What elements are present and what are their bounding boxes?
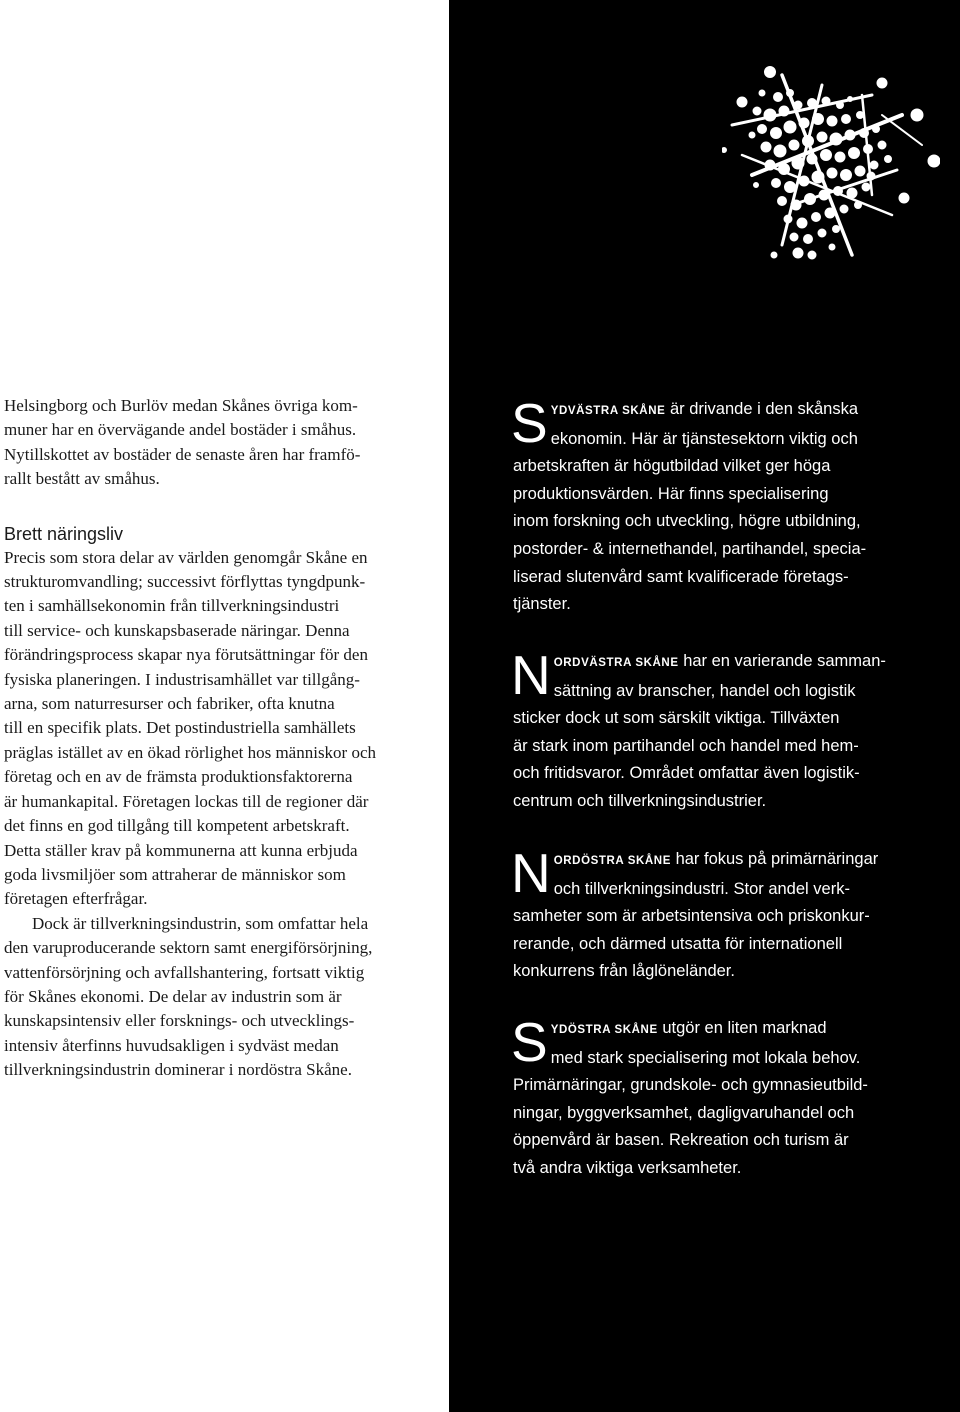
text-line: präglas istället av en ökad rörlighet hos människor och xyxy=(4,742,377,762)
text-line: två andra viktiga verksamheter. xyxy=(513,1158,742,1177)
text-line: ekonomin. Här är tjänstesektorn viktig och xyxy=(550,429,858,448)
region-sydvastra-skane xyxy=(511,392,943,619)
text-line: sticker dock ut som särskilt viktiga. Tillväxten xyxy=(513,709,840,728)
text-line: fysiska planeringen. I industrisamhället var tillgång- xyxy=(4,669,360,689)
text-line: Helsingborg och Burlöv medan Skånes övriga kom- xyxy=(4,396,358,415)
text-line: arbetskraften är högutbildad vilket ger höga xyxy=(513,457,831,476)
text-line: företagen efterfrågar. xyxy=(4,889,148,909)
body-paragraph xyxy=(4,912,422,1083)
region-body xyxy=(513,903,943,986)
text-line: öppenvård är basen. Rekreation och turism är xyxy=(513,1131,849,1150)
text-line: och tillverkningsindustri. Stor andel verk- xyxy=(553,879,850,898)
text-line: rerande, och därmed utsatta för internationell xyxy=(513,934,843,953)
text-line: centrum och tillverkningsindustrier. xyxy=(513,791,767,810)
body-paragraph xyxy=(4,546,422,912)
drop-cap: S xyxy=(511,1011,548,1073)
text-fragment: har en varierande samman- xyxy=(683,652,886,670)
intro-paragraph xyxy=(4,394,422,492)
text-line: är humankapital. Företagen lockas till de regioner där xyxy=(4,791,369,811)
region-nordvastra-skane xyxy=(511,644,943,816)
region-name: ORDÖSTRA SKÅNE xyxy=(553,855,671,867)
text-line xyxy=(513,846,943,876)
text-line: det finns en god tillgång till kompetent arbetskraft. xyxy=(4,816,350,836)
text-line: intensiv återfinns huvudsakligen i sydväst medan xyxy=(4,1035,339,1055)
region-body xyxy=(513,453,943,619)
skane-dots-map-icon xyxy=(722,55,940,273)
drop-cap: N xyxy=(511,842,551,904)
region-name: ORDVÄSTRA SKÅNE xyxy=(553,657,679,669)
text-line: tillverkningsindustrin dominerar i nordöstra Skåne. xyxy=(4,1060,352,1080)
text-line: strukturomvandling; successivt förflyttas tyngdpunk- xyxy=(4,572,366,592)
text-line: tjänster. xyxy=(513,595,571,614)
region-body xyxy=(513,705,943,815)
text-fragment: har fokus på primärnäringar xyxy=(675,850,879,868)
region-body xyxy=(513,1072,943,1182)
text-line: Precis som stora delar av världen genomgår Skåne en xyxy=(4,547,368,567)
text-line: till en specifik plats. Det postindustriella samhällets xyxy=(4,718,356,738)
text-line xyxy=(513,1015,943,1045)
text-line: och fritidsvaror. Området omfattar även logistik- xyxy=(513,764,860,783)
drop-cap: N xyxy=(511,644,551,706)
text-line: ten i samhällsekonomin från tillverkningsindustri xyxy=(4,596,340,616)
text-line: Primärnäringar, grundskole- och gymnasieutbild- xyxy=(513,1076,868,1095)
text-line: sättning av branscher, handel och logistik xyxy=(553,681,856,700)
region-name: YDVÄSTRA SKÅNE xyxy=(550,405,666,417)
text-line: den varuproducerande sektorn samt energiförsörjning, xyxy=(4,938,373,958)
text-line: postorder- & internethandel, partihandel, specia- xyxy=(513,539,867,558)
text-fragment: är drivande i den skånska xyxy=(669,400,858,418)
text-line: Detta ställer krav på kommunerna att kunna erbjuda xyxy=(4,840,358,860)
text-line xyxy=(513,648,943,678)
drop-cap: S xyxy=(511,392,548,454)
text-line: förändringsprocess skapar nya förutsättningar för den xyxy=(4,645,368,665)
text-line: med stark specialisering mot lokala behov. xyxy=(550,1048,861,1067)
text-line: ningar, byggverksamhet, dagligvaruhandel och xyxy=(513,1103,855,1122)
text-line: företag och en av de främsta produktionsfaktorerna xyxy=(4,767,353,787)
text-line: rallt bestått av småhus. xyxy=(4,469,160,489)
text-line: för Skånes ekonomi. De delar av industrin som är xyxy=(4,986,342,1006)
region-sydostra-skane xyxy=(511,1011,943,1183)
text-line: produktionsvärden. Här finns specialisering xyxy=(513,484,829,503)
text-line: samheter som är arbetsintensiva och priskonkur- xyxy=(513,907,870,926)
text-line: konkurrens från låglöneländer. xyxy=(513,962,735,981)
text-line: muner har en övervägande andel bostäder i småhus. xyxy=(4,420,357,440)
text-line: till service- och kunskapsbaserade näringar. Denna xyxy=(4,620,350,640)
text-line: kunskapsintensiv eller forsknings- och utvecklings- xyxy=(4,1011,355,1031)
black-sidebar-panel xyxy=(449,0,960,1412)
text-line xyxy=(513,396,943,426)
region-nordostra-skane xyxy=(511,842,943,986)
left-text-column xyxy=(4,394,422,1083)
section-heading: Brett näringsliv xyxy=(4,523,124,544)
text-line: vattenförsörjning och avfallshantering, fortsatt viktig xyxy=(4,962,365,982)
text-line: Dock är tillverkningsindustrin, som omfattar hela xyxy=(32,913,369,933)
region-name: YDÖSTRA SKÅNE xyxy=(550,1024,658,1036)
text-line: arna, som naturresurser och fabriker, ofta knutna xyxy=(4,694,335,714)
text-line: Nytillskottet av bostäder de senaste åren har framfö- xyxy=(4,444,361,464)
text-line: goda livsmiljöer som attraherar de människor som xyxy=(4,864,346,884)
text-line: är stark inom partihandel och handel med hem- xyxy=(513,736,859,755)
text-line: inom forskning och utveckling, högre utbildning, xyxy=(513,512,861,531)
text-fragment: utgör en liten marknad xyxy=(662,1019,827,1037)
text-line: liserad slutenvård samt kvalificerade företags- xyxy=(513,567,849,586)
